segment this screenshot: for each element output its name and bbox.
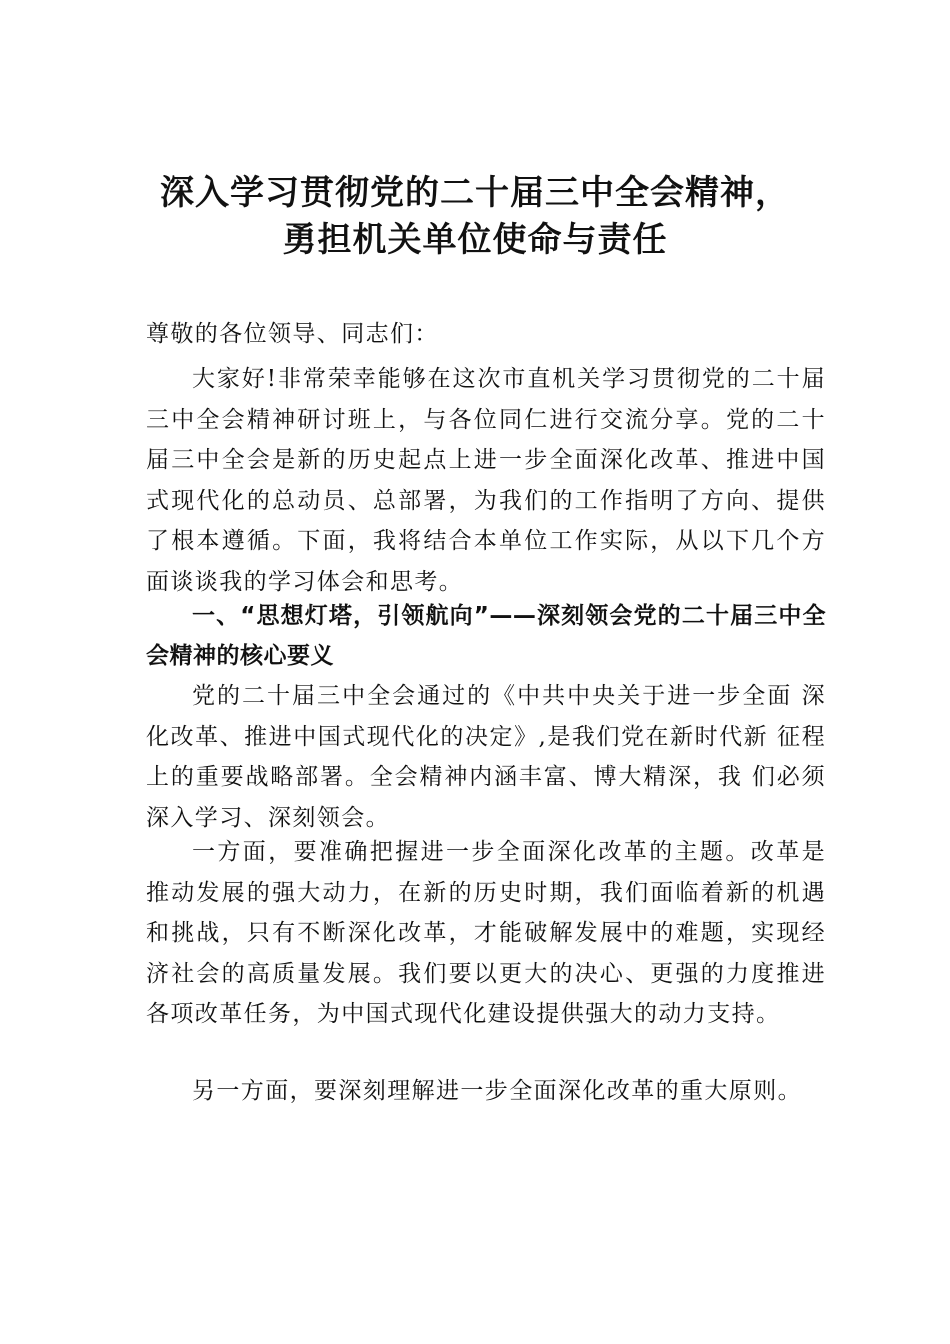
paragraph-intro: 大家好!非常荣幸能够在这次市直机关学习贯彻党的二十届三中全会精神研讨班上，与各位同仁进行交流分享。党的二十届三中全会是新的历史起点上进一步全面深化改革、推进中国式现代化的总动员、总部署，为我们的工作指明了方向、提供了根本遵循。下面，我将结合本单位工作实际，从以下几个方面谈谈我的学习体会和思考。 xyxy=(146,366,826,595)
document-title-line-2: 勇担机关单位使命与责任 xyxy=(282,220,668,260)
paragraph-decision: 党的二十届三中全会通过的《中共中央关于进一步全面 深化改革、推进中国式现代化的决定》,是我们党在新时代新 征程上的重要战略部署。全会精神内涵丰富、博大精深，我 们必须深入学习、深刻领会。 xyxy=(146,683,826,831)
paragraph-reform-theme: 一方面，要准确把握进一步全面深化改革的主题。改革是推动发展的强大动力，在新的历史时期，我们面临着新的机遇和挑战，只有不断深化改革，才能破解发展中的难题，实现经济社会的高质量发展。我们要以更大的决心、更强的力度推进各项改革任务，为中国式现代化建设提供强大的动力支持。 xyxy=(146,839,826,1028)
document-title-line-1: 深入学习贯彻党的二十届三中全会精神， xyxy=(160,173,790,213)
salutation: 尊敬的各位领导、同志们： xyxy=(146,321,439,347)
paragraph-reform-principles: 另一方面，要深刻理解进一步全面深化改革的重大原则。 xyxy=(192,1078,802,1104)
section-heading-1: 一、“思想灯塔，引领航向”——深刻领会党的二十届三中全会精神的核心要义 xyxy=(146,603,826,669)
